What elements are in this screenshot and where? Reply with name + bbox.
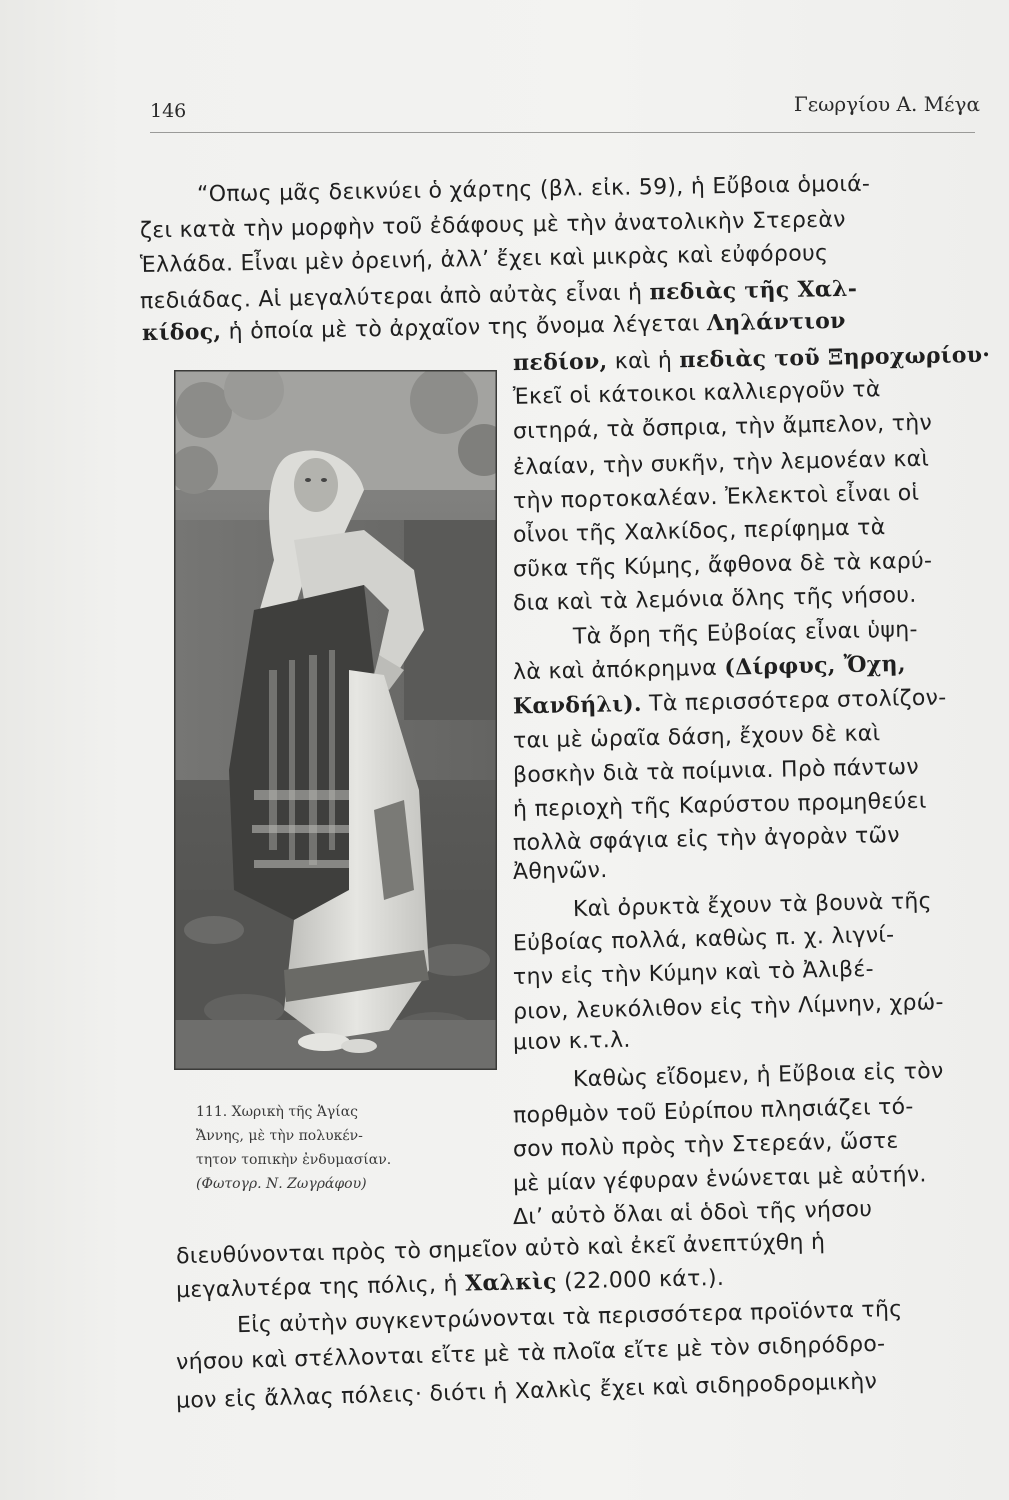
- text-line: πορθμὸν τοῦ Εὐρίπου πλησιάζει τό-: [512, 1094, 914, 1129]
- text-line: μεγαλυτέρα της πόλις, ἡ Χαλκὶς (22.000 κάτ.).: [175, 1265, 725, 1304]
- text-line: τὴν πορτοκαλέαν. Ἐκλεκτοὶ εἶναι οἱ: [512, 480, 920, 515]
- text-line: σιτηρά, τὰ ὄσπρια, τὴν ἄμπελον, τὴν: [512, 410, 933, 445]
- text-line: δια καὶ τὰ λεμόνια ὅλης τῆς νήσου.: [512, 582, 917, 617]
- page-number: 146: [150, 100, 187, 122]
- photo-caption: [196, 1100, 496, 1196]
- text-line: λὰ καὶ ἀπόκρημνα (Δίρφυς, Ὄχη,: [512, 650, 907, 686]
- text-line: Ἀθηνῶν.: [512, 858, 608, 885]
- text-line: Καὶ ὀρυκτὰ ἔχουν τὰ βουνὰ τῆς: [572, 888, 933, 923]
- text-line: ἐλαίαν, τὴν συκῆν, τὴν λεμονέαν καὶ: [512, 446, 930, 481]
- text-line: σον πολὺ πρὸς τὴν Στερεάν, ὥστε: [512, 1128, 899, 1163]
- text-line: Εὐβοίας πολλά, καθὼς π. χ. λιγνί-: [512, 922, 895, 957]
- text-line: την εἰς τὴν Κύμην καὶ τὸ Ἀλιβέ-: [512, 956, 875, 991]
- text-line: Καθὼς εἴδομεν, ἡ Εὔβοια εἰς τὸν: [572, 1058, 944, 1093]
- text-line: μον εἰς ἄλλας πόλεις· διότι ἡ Χαλκὶς ἔχει καὶ σιδηροδρομικὴν: [175, 1369, 878, 1414]
- text-line: μὲ μίαν γέφυραν ἑνώνεται μὲ αὐτήν.: [512, 1162, 927, 1197]
- text-line: Εἰς αὐτὴν συγκεντρώνονται τὰ περισσότερα προϊόντα τῆς: [236, 1296, 903, 1339]
- costume-photograph: [174, 370, 497, 1070]
- text-line: Κανδήλι). Τὰ περισσότερα στολίζον-: [512, 685, 947, 720]
- text-line: Τὰ ὄρη τῆς Εὐβοίας εἶναι ὑψη-: [572, 617, 918, 650]
- text-line: Ἑλλάδα. Εἶναι μὲν ὀρεινή, ἀλλ’ ἔχει καὶ μικρὰς καὶ εὐφόρους: [139, 240, 829, 279]
- text-line: ἡ περιοχὴ τῆς Καρύστου προμηθεύει: [512, 788, 927, 823]
- text-line: βοσκὴν διὰ τὰ ποίμνια. Πρὸ πάντων: [512, 754, 920, 789]
- text-line: σῦκα τῆς Κύμης, ἄφθονα δὲ τὰ καρύ-: [512, 548, 933, 583]
- text-line: ζει κατὰ τὴν μορφὴν τοῦ ἐδάφους μὲ τὴν ἀνατολικὴν Στερεὰν: [139, 207, 846, 244]
- text-line: ται μὲ ὡραῖα δάση, ἔχουν δὲ καὶ: [512, 721, 881, 754]
- header-rule: [150, 132, 975, 133]
- text-line: πεδιάδας. Αἱ μεγαλύτεραι ἀπὸ αὐτὰς εἶναι ἡ πεδιὰς τῆς Χαλ-: [139, 275, 858, 315]
- text-line: Δι’ αὐτὸ ὅλαι αἱ ὁδοὶ τῆς νήσου: [512, 1196, 873, 1231]
- text-line: κίδος, ἡ ὁποία μὲ τὸ ἀρχαῖον της ὄνομα λέγεται Ληλάντιον: [141, 307, 846, 347]
- text-line: διευθύνονται πρὸς τὸ σημεῖον αὐτὸ καὶ ἐκεῖ ἀνεπτύχθη ἡ: [175, 1229, 826, 1270]
- text-line: “Οπως μᾶς δεικνύει ὁ χάρτης (βλ. εἰκ. 59), ἡ Εὔβοια ὁμοιά-: [196, 171, 871, 208]
- text-line: οἶνοι τῆς Χαλκίδος, περίφημα τὰ: [512, 515, 886, 548]
- text-line: πολλὰ σφάγια εἰς τὴν ἀγορὰν τῶν: [512, 822, 901, 857]
- running-head: Γεωργίου Α. Μέγα: [793, 92, 980, 116]
- text-line: νήσου καὶ στέλλονται εἴτε μὲ τὰ πλοῖα εἴτε μὲ τὸν σιδηρόδρο-: [175, 1331, 886, 1376]
- caption-line: Ἄννης, μὲ τὴν πολυκέν-: [196, 1128, 363, 1144]
- text-line: πεδίον, καὶ ἡ πεδιὰς τοῦ Ξηροχωρίου·: [512, 341, 991, 377]
- page-header: [150, 92, 980, 128]
- woman-in-costume-image: [174, 370, 497, 1070]
- text-line: μιον κ.τ.λ.: [512, 1027, 631, 1056]
- caption-line: τητον τοπικὴν ἐνδυμασίαν.: [196, 1152, 392, 1168]
- text-line: ριον, λευκόλιθον εἰς τὴν Λίμνην, χρώ-: [512, 990, 944, 1025]
- text-line: Ἐκεῖ οἱ κάτοικοι καλλιεργοῦν τὰ: [512, 377, 881, 410]
- caption-line: 111. Χωρικὴ τῆς Ἁγίας: [196, 1104, 358, 1120]
- caption-credit: (Φωτογρ. Ν. Ζωγράφου): [196, 1176, 367, 1192]
